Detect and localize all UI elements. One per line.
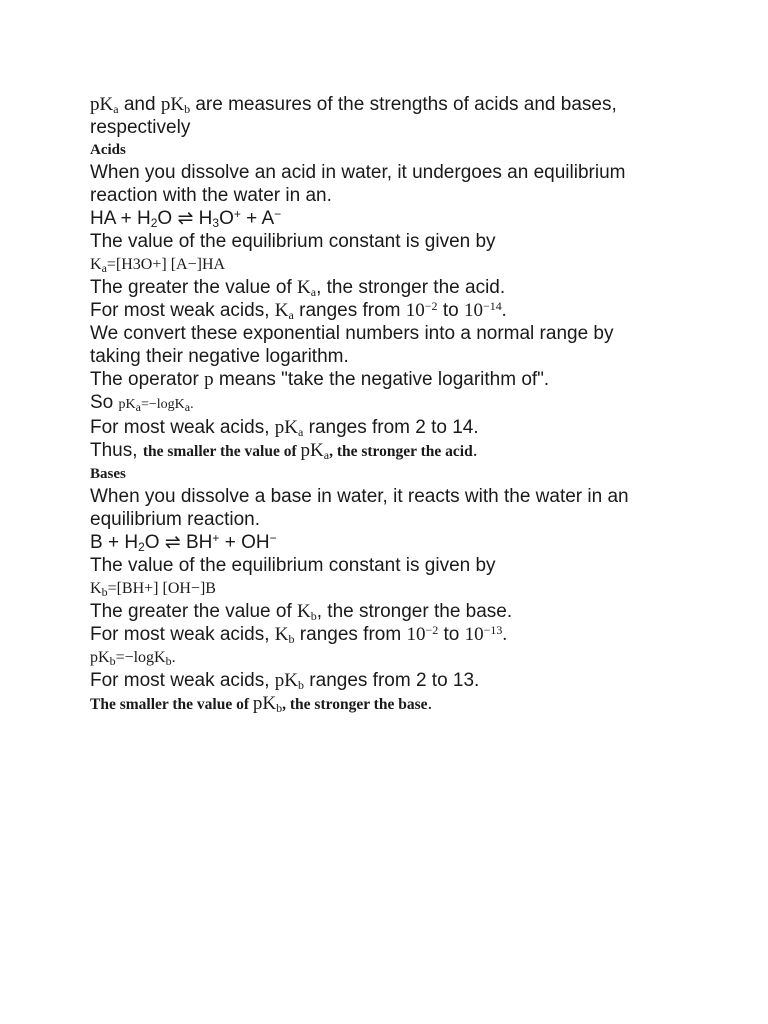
bases-line-3: The value of the equilibrium constant is given by xyxy=(90,555,496,576)
acids-line-7: taking their negative logarithm. xyxy=(90,346,349,367)
document-content xyxy=(90,93,690,716)
acids-line-6: We convert these exponential numbers into a normal range by xyxy=(90,323,614,344)
base-equation: $B + H_2O$ ⇌ BH+ + OH− xyxy=(90,531,277,554)
acids-line-2: reaction with the water in an. xyxy=(90,185,332,206)
acids-line-3: The value of the equilibrium constant is given by xyxy=(90,231,496,252)
pkb-formula: $pK_b=-\log K_b$. xyxy=(90,649,176,668)
bases-conclusion: The smaller the value of $pK_b$, the stronger the base. xyxy=(90,693,433,715)
intro-line-1: $pK_a$ and $pK_b$ are measures of the strengths of acids and bases, xyxy=(90,94,617,116)
bases-line-5: For most weak acids, $K_b$ ranges from $10^{-2}$ to $10^{-13}$. xyxy=(90,623,508,646)
acids-line-5: For most weak acids, $K_a$ ranges from $10^{-2}$ to $10^{-14}$. xyxy=(90,299,507,322)
acids-line-10: For most weak acids, $pK_a$ ranges from 2 to 14. xyxy=(90,417,479,439)
bases-line-6: For most weak acids, $pK_b$ ranges from 2 to 13. xyxy=(90,670,480,692)
ka-symbol: $K_a$ xyxy=(297,277,317,299)
intro-line-2: respectively xyxy=(90,117,191,138)
kb-formula: $K_b=[BH+]$ [OH−]B xyxy=(90,580,216,599)
heading-bases: Bases xyxy=(90,466,126,482)
acids-conclusion: Thus, the smaller the value of $pK_a$, the stronger the acid. xyxy=(90,440,478,462)
acids-line-9: So $pK_a=-\log K_a$. xyxy=(90,392,194,414)
acid-equation: HA + $H_2O$ ⇌ $H_3O^+ + A^-$ xyxy=(90,207,282,230)
pkb-symbol: $pK_b$ xyxy=(160,94,191,116)
acids-line-1: When you dissolve an acid in water, it undergoes an equilibrium xyxy=(90,162,626,183)
bases-line-4: The greater the value of $K_b$, the stronger the base. xyxy=(90,601,513,623)
pka-symbol: $pK_a$ xyxy=(90,94,119,116)
acids-line-8: The operator p means "take the negative logarithm of". xyxy=(90,369,550,390)
ka-formula: $K_a=[H3O+]$ [A−]HA xyxy=(90,256,226,275)
bases-line-2: equilibrium reaction. xyxy=(90,509,261,530)
bases-line-1: When you dissolve a base in water, it reacts with the water in an xyxy=(90,486,629,507)
acids-line-4: The greater the value of $K_a$, the stronger the acid. xyxy=(90,277,506,299)
heading-acids: Acids xyxy=(90,142,126,158)
